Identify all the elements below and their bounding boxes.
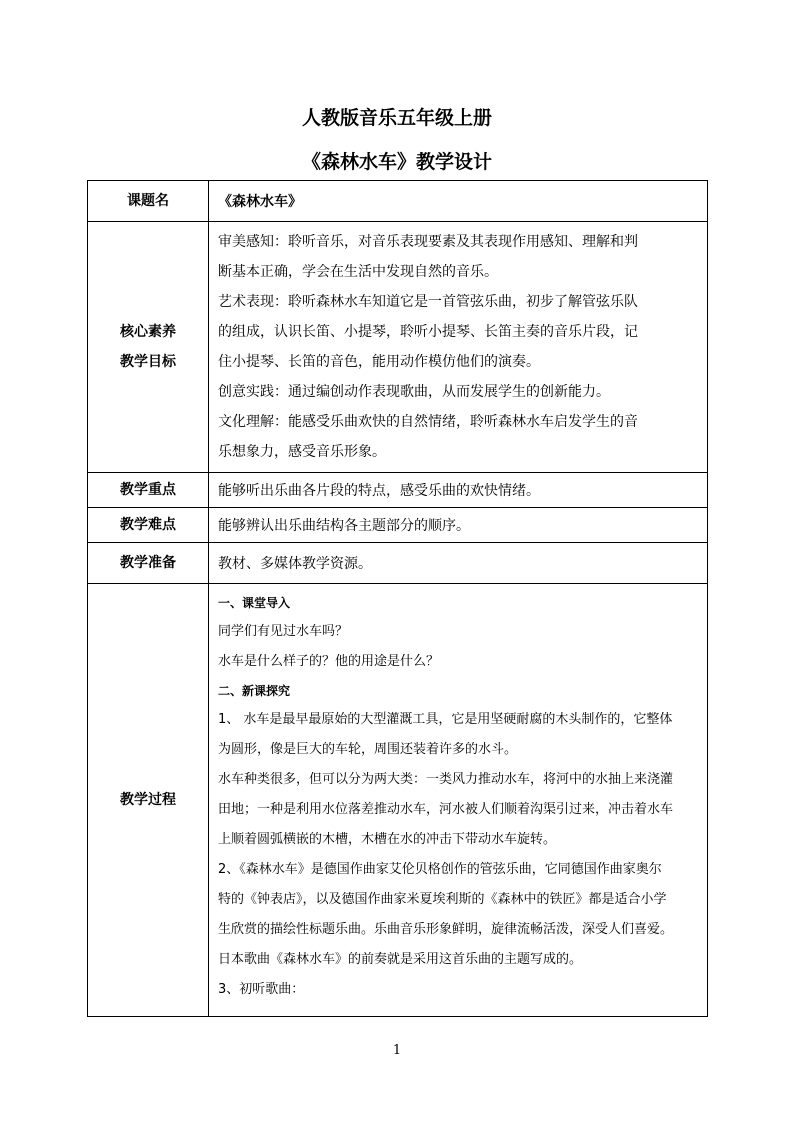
topic-label: 课题名 (88, 181, 209, 222)
table-row-topic (88, 181, 708, 222)
goals-content (209, 222, 708, 473)
goals-line: 审美感知：聆听音乐，对音乐表现要素及其表现作用感知、理解和判 (218, 234, 638, 250)
process-line: 2、《森林水车》是德国作曲家艾伦贝格创作的管弦乐曲，它同德国作曲家奥尔 (218, 862, 662, 877)
process-line: 3、初听歌曲： (218, 982, 305, 997)
process-line: 特的《钟表店》，以及德国作曲家米夏埃利斯的《森林中的铁匠》都是适合小学 (218, 892, 667, 907)
goals-line: 创意实践：通过编创动作表现歌曲，从而发展学生的创新能力。 (218, 384, 610, 400)
process-heading-intro: 一、课堂导入 (218, 596, 291, 610)
goals-line: 艺术表现：聆听森林水车知道它是一首管弦乐曲，初步了解管弦乐队 (218, 294, 638, 310)
goals-label-cell (88, 222, 209, 473)
process-line: 日本歌曲《森林水车》的前奏就是采用这首乐曲的主题写成的。 (218, 952, 583, 967)
process-line: 同学们有见过水车吗？ (218, 624, 349, 639)
table-row-focus (88, 473, 708, 508)
process-line: 为圆形，像是巨大的车轮，周围还装着许多的水斗。 (218, 742, 518, 757)
table-row-process (88, 584, 708, 1017)
goals-line: 住小提琴、长笛的音色，能用动作模仿他们的演奏。 (218, 354, 540, 370)
difficulty-value: 能够辨认出乐曲结构各主题部分的顺序。 (209, 508, 708, 543)
focus-value: 能够听出乐曲各片段的特点，感受乐曲的欢快情绪。 (209, 473, 708, 508)
process-heading-explore: 二、新课探究 (218, 684, 291, 698)
process-line: 上顺着圆弧横嵌的木槽，木槽在水的冲击下带动水车旋转。 (218, 832, 557, 847)
goals-line: 的组成，认识长笛、小提琴，聆听小提琴、长笛主奏的音乐片段，记 (218, 324, 638, 340)
table-row-prep (88, 543, 708, 584)
process-line: 水车是什么样子的？他的用途是什么？ (218, 654, 440, 669)
difficulty-label: 教学难点 (88, 508, 209, 543)
table-row-difficulty (88, 508, 708, 543)
process-line: 田地；一种是利用水位落差推动水车，河水被人们顺着沟渠引过来，冲击着水车 (218, 802, 674, 817)
goals-label-line1: 核心素养 (120, 324, 176, 340)
goals-line: 乐想象力，感受音乐形象。 (218, 444, 386, 460)
lesson-plan-table (87, 180, 708, 1017)
process-label: 教学过程 (88, 584, 209, 1017)
process-content (209, 584, 708, 1017)
topic-value: 《森林水车》 (209, 181, 708, 222)
focus-label: 教学重点 (88, 473, 209, 508)
prep-label: 教学准备 (88, 543, 209, 584)
table-row-goals (88, 222, 708, 473)
document-title-line2: 《森林水车》教学设计 (301, 151, 492, 173)
goals-line: 文化理解：能感受乐曲欢快的自然情绪，聆听森林水车启发学生的音 (218, 414, 638, 430)
document-title-line1: 人教版音乐五年级上册 (301, 107, 492, 129)
prep-value: 教材、多媒体教学资源。 (209, 543, 708, 584)
goals-label-line2: 教学目标 (120, 354, 176, 370)
process-line: 生欣赏的描绘性标题乐曲。乐曲音乐形象鲜明，旋律流畅活泼，深受人们喜爱。 (218, 922, 674, 937)
goals-line: 断基本正确，学会在生活中发现自然的音乐。 (218, 264, 498, 280)
process-line: 水车种类很多，但可以分为两大类：一类风力推动水车，将河中的水抽上来浇灌 (218, 772, 674, 787)
process-line: 1、 水车是最早最原始的大型灌溉工具，它是用坚硬耐腐的木头制作的，它整体 (218, 712, 673, 727)
page-number: 1 (392, 1043, 402, 1058)
